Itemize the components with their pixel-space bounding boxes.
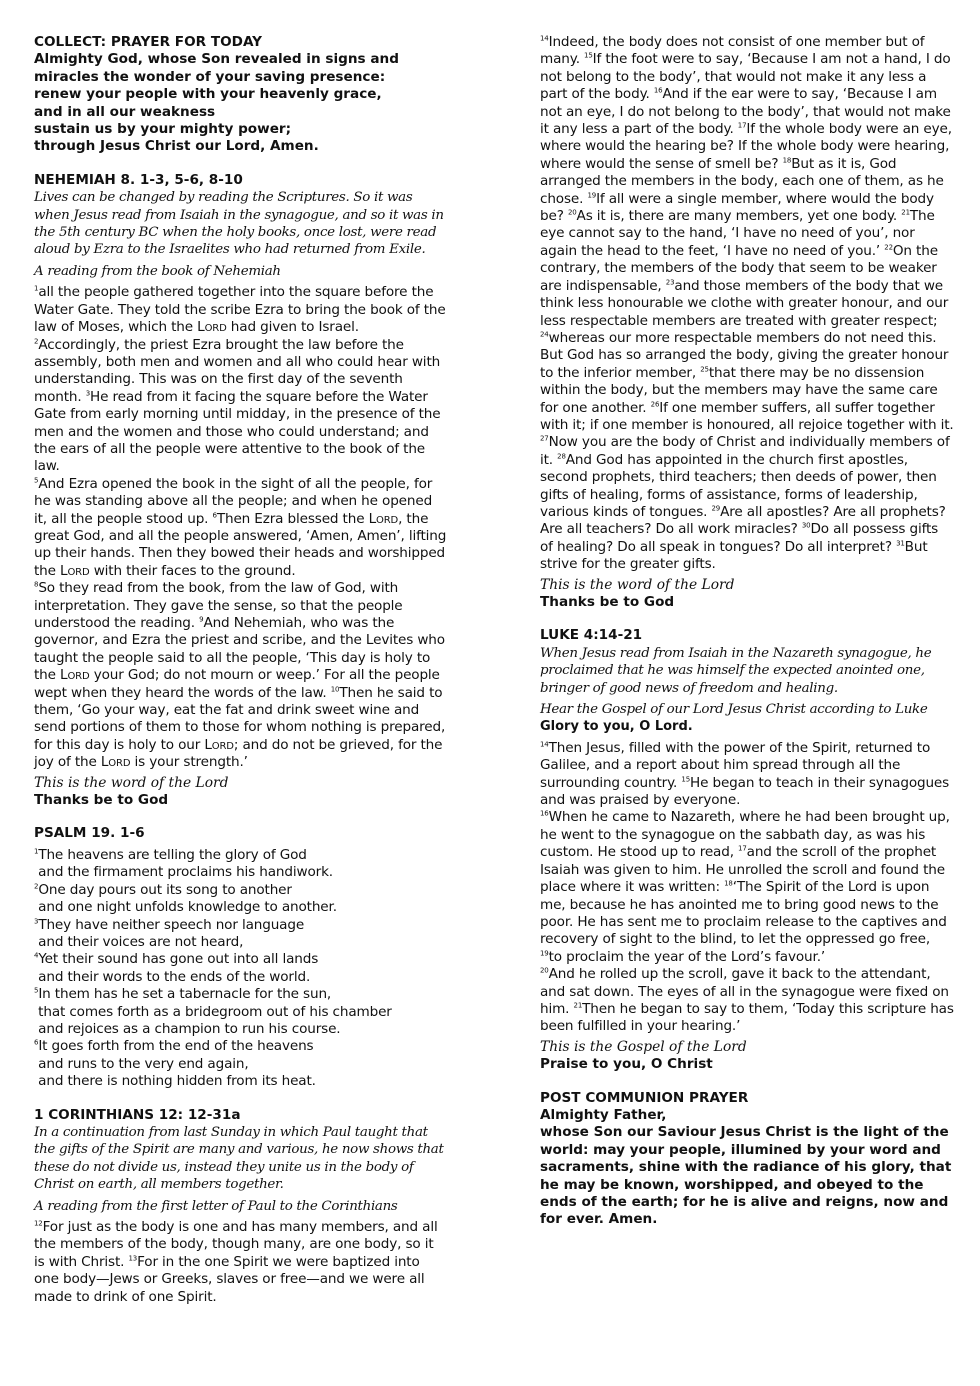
psalm-section xyxy=(34,825,448,1090)
verse-number: 26 xyxy=(650,400,660,408)
collect-line: Almighty God, whose Son revealed in signs and xyxy=(34,51,399,68)
verse-number: 3 xyxy=(85,389,91,398)
verse-number: 21 xyxy=(901,208,910,217)
divine-name: Lord xyxy=(197,319,227,336)
collect-line: through Jesus Christ our Lord, Amen. xyxy=(34,138,319,155)
psalm-line: and rejoices as a champion to run his course. xyxy=(34,1020,341,1037)
psalm-line: and there is nothing hidden from its heat. xyxy=(34,1073,316,1090)
psalm-line: and runs to the very end again, xyxy=(34,1055,249,1072)
reading-text xyxy=(34,284,448,771)
reader-announcement: A reading from the first letter of Paul to the Corinthians xyxy=(34,1198,398,1214)
psalm-line: $^3$They have neither speech nor language xyxy=(34,916,305,933)
left-column xyxy=(34,34,448,1322)
congregation-response: Praise to you, O Christ xyxy=(540,1056,713,1073)
divine-name: Lord xyxy=(100,754,131,771)
divine-name: Lord xyxy=(60,562,90,579)
verse-number: 16 xyxy=(653,86,663,95)
verse-number: 15 xyxy=(584,51,593,60)
psalm-line: $^2$One day pours out its song to another xyxy=(34,881,292,898)
verse-number: 20 xyxy=(540,966,549,975)
verse-number: 16 xyxy=(540,809,549,818)
reading-closing: This is the word of the Lord xyxy=(34,774,229,791)
gospel-acclamation: Glory to you, O Lord. xyxy=(540,719,693,735)
collect-prayer xyxy=(34,51,448,155)
luke-section xyxy=(540,627,954,1073)
collect-section xyxy=(34,34,448,156)
right-column xyxy=(540,34,954,1245)
reading-intro: In a continuation from last Sunday in which Paul taught that the gifts of the Spirit are many and various, he now shows that these do not divide us, instead they unite us in the body of Christ on earth, all members together. xyxy=(34,1124,444,1193)
verse-number: 21 xyxy=(573,1001,583,1010)
congregation-response: Thanks be to God xyxy=(540,594,675,610)
verse-number: 2 xyxy=(34,336,39,345)
psalm-line: that comes forth as a bridegroom out of his chamber xyxy=(34,1003,392,1020)
post-communion-prayer: Almighty Father, whose Son our Saviour Jesus Christ is the light of the world: may your people, illumined by your word and sacraments, shine with the radiance of his glory, that he may be known, worshipped, and obeyed to the ends of the earth; for he is alive and reigns, now and for ever. Amen. xyxy=(540,1106,952,1228)
verse-number: 5 xyxy=(34,476,39,485)
verse-number: 27 xyxy=(540,434,549,443)
gospel-closing: This is the Gospel of the Lord xyxy=(540,1038,747,1055)
post-communion-section xyxy=(540,1090,954,1229)
post-communion-heading: POST COMMUNION PRAYER xyxy=(540,1089,749,1106)
verse-paragraph: $^{14}$Indeed, the body does not consist of one member but of many. $^{15}$If the foot were to say, ‘Because I am not a hand, I do not belong to the body’, that would not make it any less a part of the body. $^{16}$And if the ear were to say, ‘Because I am not an eye, I do not belong to the body’, that would not make it any less a part of the body. $^{17}$If the whole body were an eye, where would the hearing be? If the whole body were hearing, where would the sense of smell be? $^{18}$But as it is, God arranged the members in the body, each one of them, as he chose. $^{19}$If all were a single member, where would the body be? $^{20}$As it is, there are many members, yet one body. $^{21}$The eye cannot say to the hand, ‘I have no need of you’, nor again the head to the feet, ‘I have no need of you.’ $^{22}$On the contrary, the members of the body that seem to be weaker are indispensable, $^{23}$and those members of the body that we think less honourable we clothe with greater honour, and our less respectable members are treated with greater respect; $^{24}$whereas our more respectable members do not need this. But God has so arranged the body, giving the greater honour to the inferior member, $^{25}$that there may be no dissension within the body, but the members may have the same care for one another. $^{26}$If one member suffers, all suffer together with it; if one member is honoured, all rejoice together with it. $^{27}$Now you are the body of Christ and individually members of it. $^{28}$And God has appointed in the church first apostles, second prophets, third teachers; then deeds of power, then gifts of healing, forms of assistance, forms of leadership, various kinds of tongues. $^{29}$Are all apostles? Are all prophets? Are all teachers? Do all work miracles? $^{30}$Do all possess gifts of healing? Do all speak in tongues? Do all interpret? $^{31}$But strive for the greater gifts. xyxy=(540,34,954,573)
nehemiah-section xyxy=(34,172,448,810)
verse-number: 5 xyxy=(34,986,39,995)
verse-number: 14 xyxy=(540,34,549,43)
verse-number: 12 xyxy=(34,1219,43,1228)
verse-number: 2 xyxy=(34,882,39,891)
reading-heading: NEHEMIAH 8. 1-3, 5-6, 8-10 xyxy=(34,171,243,188)
verse-number: 28 xyxy=(557,452,566,461)
verse-number: 19 xyxy=(587,191,597,200)
gospel-announcement: Hear the Gospel of our Lord Jesus Christ according to Luke xyxy=(540,702,928,718)
collect-line: miracles the wonder of your saving presence: xyxy=(34,68,386,85)
reading-closing: This is the word of the Lord xyxy=(540,576,735,593)
verse-number: 20 xyxy=(567,208,577,217)
verse-number: 1 xyxy=(34,847,39,856)
verse-number: 29 xyxy=(711,504,721,513)
verse-number: 22 xyxy=(884,243,893,252)
gospel-text xyxy=(540,740,954,1036)
collect-line: renew your people with your heavenly grace, xyxy=(34,86,382,103)
verse-number: 1 xyxy=(34,284,39,293)
psalm-line: and their voices are not heard, xyxy=(34,933,244,950)
verse-number: 18 xyxy=(724,879,733,888)
verse-number: 23 xyxy=(665,278,675,287)
divine-name: Lord xyxy=(60,667,90,684)
verse-paragraph: $^{20}$And he rolled up the scroll, gave it back to the attendant, and sat down. The eyes of all in the synagogue were fixed on him. $^{21}$Then he began to say to them, ‘Today this scripture has been fulfilled in your hearing.’ xyxy=(540,966,954,1035)
reading-intro: Lives can be changed by reading the Scriptures. So it was when Jesus read from Isaiah in the synagogue, and so it was in the 5th century BC when the holy books, once lost, were read aloud by Ezra to the Israelites who had returned from Exile. xyxy=(34,190,444,258)
reading-text xyxy=(34,1219,448,1306)
psalm-line: and the firmament proclaims his handiwork. xyxy=(34,864,333,881)
verse-paragraph: $^{14}$Then Jesus, filled with the power of the Spirit, returned to Galilee, and a report about him spread through all the surrounding country. $^{15}$He began to teach in their synagogues and was praised by everyone. xyxy=(540,739,950,809)
verse-paragraph: $^5$And Ezra opened the book in the sight of all the people, for he was standing above all the people; and when he opened it, all the people stood up. $^6$Then Ezra blessed the Lord, the great God, and all the people answered, ‘Amen, Amen’, lifting up their hands. Then they bowed their heads and worshipped the Lord with their faces to the ground. xyxy=(34,475,447,579)
divine-name: Lord xyxy=(204,736,234,753)
verse-paragraph: $^1$all the people gathered together into the square before the Water Gate. They told the scribe Ezra to bring the book of the law of Moses, which the Lord had given to Israel. $^2$Accordingly, the priest Ezra brought the law before the assembly, both men and women and all who could hear with understanding. This was on the first day of the seventh month. $^3$He read from it facing the square before the Water Gate from early morning until midday, in the presence of the men and the women and those who could understand; and the ears of all the people were attentive to the book of the law. xyxy=(34,284,446,475)
reading-heading: 1 CORINTHIANS 12: 12-31a xyxy=(34,1106,241,1123)
collect-line: and in all our weakness xyxy=(34,103,216,120)
psalm-line: $^4$Yet their sound has gone out into all lands xyxy=(34,951,319,968)
verse-number: 18 xyxy=(782,156,792,165)
psalm-line: and one night unfolds knowledge to another. xyxy=(34,899,337,916)
verse-number: 10 xyxy=(330,685,340,694)
verse-number: 6 xyxy=(212,511,217,520)
psalm-heading: PSALM 19. 1-6 xyxy=(34,825,145,842)
corinthians-section xyxy=(34,1107,448,1306)
verse-number: 4 xyxy=(34,951,39,960)
psalm-line: $^6$It goes forth from the end of the heavens xyxy=(34,1038,314,1055)
verse-number: 24 xyxy=(540,330,549,339)
reader-announcement: A reading from the book of Nehemiah xyxy=(34,263,281,279)
collect-line: sustain us by your mighty power; xyxy=(34,121,292,138)
verse-number: 31 xyxy=(896,539,905,548)
verse-number: 3 xyxy=(34,916,39,925)
verse-number: 15 xyxy=(681,775,691,784)
verse-number: 9 xyxy=(199,615,204,624)
verse-paragraph: $^{12}$For just as the body is one and has many members, and all the members of the body, though many, are one body, so it is with Christ. $^{13}$For in the one Spirit we were baptized into one body—Jews or Greeks, slaves or free—and we were all made to drink of one Spirit. xyxy=(34,1219,438,1305)
congregation-response: Thanks be to God xyxy=(34,792,169,809)
verse-number: 6 xyxy=(34,1038,39,1047)
verse-number: 25 xyxy=(700,365,709,374)
verse-number: 17 xyxy=(738,844,747,853)
collect-heading: COLLECT: PRAYER FOR TODAY xyxy=(34,34,263,50)
reading-text xyxy=(540,34,954,574)
verse-number: 14 xyxy=(540,740,549,749)
verse-paragraph: $^{16}$When he came to Nazareth, where he had been brought up, he went to the synagogue on the sabbath day, as was his custom. He stood up to read, $^{17}$and the scroll of the prophet Isaiah was given to him. He unrolled the scroll and found the place where it was written: $^{18}$‘The Spirit of the Lord is upon me, because he has anointed me to bring good news to the poor. He has sent me to proclaim release to the captives and recovery of sight to the blind, to let the oppressed go free, $^{19}$to proclaim the year of the Lord’s favour.’ xyxy=(540,809,950,965)
reading-intro: When Jesus read from Isaiah in the Nazareth synagogue, he proclaimed that he was himself the expected anointed one, bringer of good news of freedom and healing. xyxy=(540,645,932,696)
psalm-line: and their words to the ends of the world. xyxy=(34,968,311,985)
psalm-text xyxy=(34,847,448,1091)
divine-name: Lord xyxy=(368,510,399,527)
verse-number: 13 xyxy=(128,1254,138,1263)
psalm-line: $^5$In them has he set a tabernacle for the sun, xyxy=(34,986,332,1003)
verse-number: 17 xyxy=(737,121,747,130)
verse-number: 8 xyxy=(34,580,39,589)
gospel-heading: LUKE 4:14-21 xyxy=(540,627,643,644)
psalm-line: $^1$The heavens are telling the glory of God xyxy=(34,846,307,863)
verse-paragraph: $^8$So they read from the book, from the law of God, with interpretation. They gave the sense, so that the people understood the reading. $^9$And Nehemiah, who was the governor, and Ezra the priest and scribe, and the Levites who taught the people said to all the people, ‘This day is holy to the Lord your God; do not mourn or weep.’ For all the people wept when they heard the words of the law. $^{10}$Then he said to them, ‘Go your way, eat the fat and drink sweet wine and send portions of them to those for whom nothing is prepared, for this day is holy to our Lord; and do not be grieved, for the joy of the Lord is your strength.’ xyxy=(34,580,446,771)
corinthians-continued xyxy=(540,34,954,611)
verse-number: 30 xyxy=(801,521,811,530)
verse-number: 19 xyxy=(540,949,549,958)
